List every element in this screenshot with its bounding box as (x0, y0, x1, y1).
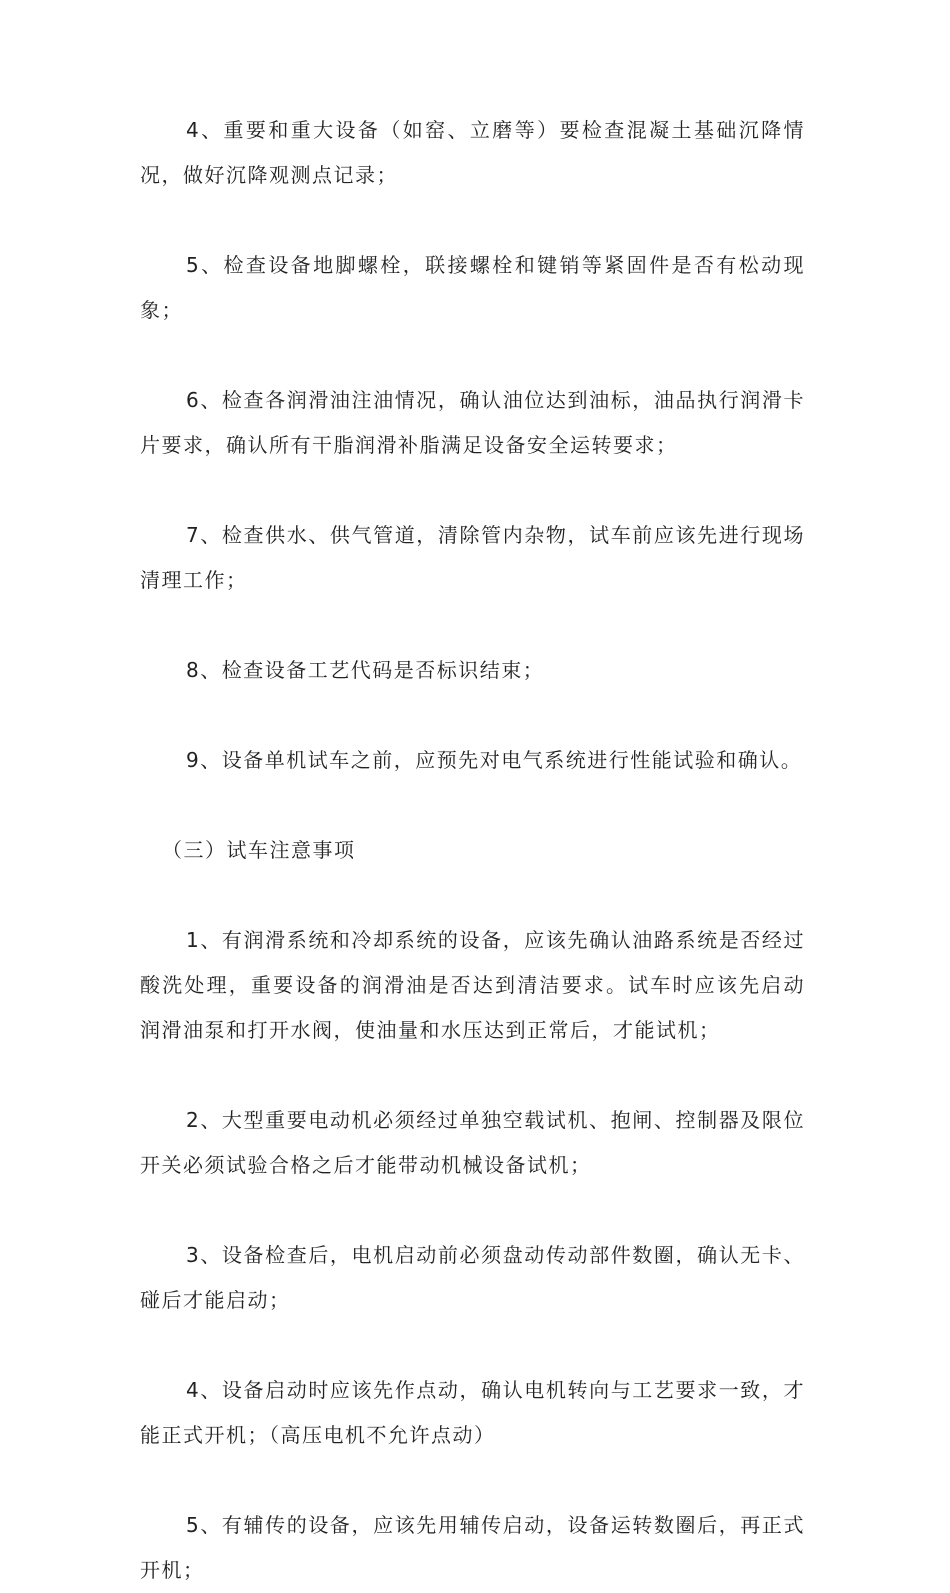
paragraph-check-water-gas-pipes: 7、检查供水、供气管道，清除管内杂物，试车前应该先进行现场清理工作； (140, 523, 805, 592)
paragraph-check-process-codes: 8、检查设备工艺代码是否标识结束； (186, 658, 545, 682)
paragraph-jog-start: 4、设备启动时应该先作点动，确认电机转向与工艺要求一致，才能正式开机；（高压电机不允许点动） (140, 1378, 805, 1447)
paragraph-lubrication-cooling-systems: 1、有润滑系统和冷却系统的设备，应该先确认油路系统是否经过酸洗处理，重要设备的润滑油是否达到清洁要求。试车时应该先启动润滑油泵和打开水阀，使油量和水压达到正常后，才能试机； (140, 928, 805, 1042)
section-heading-trial-run-notes: （三）试车注意事项 (162, 838, 356, 862)
document-body (140, 108, 805, 1593)
paragraph-check-lubrication: 6、检查各润滑油注油情况，确认油位达到油标，油品执行润滑卡片要求，确认所有干脂润滑补脂满足设备安全运转要求； (140, 388, 805, 457)
paragraph-auxiliary-drive: 5、有辅传的设备，应该先用辅传启动，设备运转数圈后，再正式开机； (140, 1513, 805, 1582)
paragraph-large-motor-no-load-test: 2、大型重要电动机必须经过单独空载试机、抱闸、控制器及限位开关必须试验合格之后才能带动机械设备试机； (140, 1108, 805, 1177)
paragraph-check-anchor-bolts: 5、检查设备地脚螺栓，联接螺栓和键销等紧固件是否有松动现象； (140, 253, 805, 322)
paragraph-check-foundation-settlement: 4、重要和重大设备（如窑、立磨等）要检查混凝土基础沉降情况，做好沉降观测点记录； (140, 118, 805, 187)
paragraph-electrical-system-test: 9、设备单机试车之前，应预先对电气系统进行性能试验和确认。 (186, 748, 803, 772)
paragraph-turn-drive-parts: 3、设备检查后，电机启动前必须盘动传动部件数圈，确认无卡、碰后才能启动； (140, 1243, 805, 1312)
